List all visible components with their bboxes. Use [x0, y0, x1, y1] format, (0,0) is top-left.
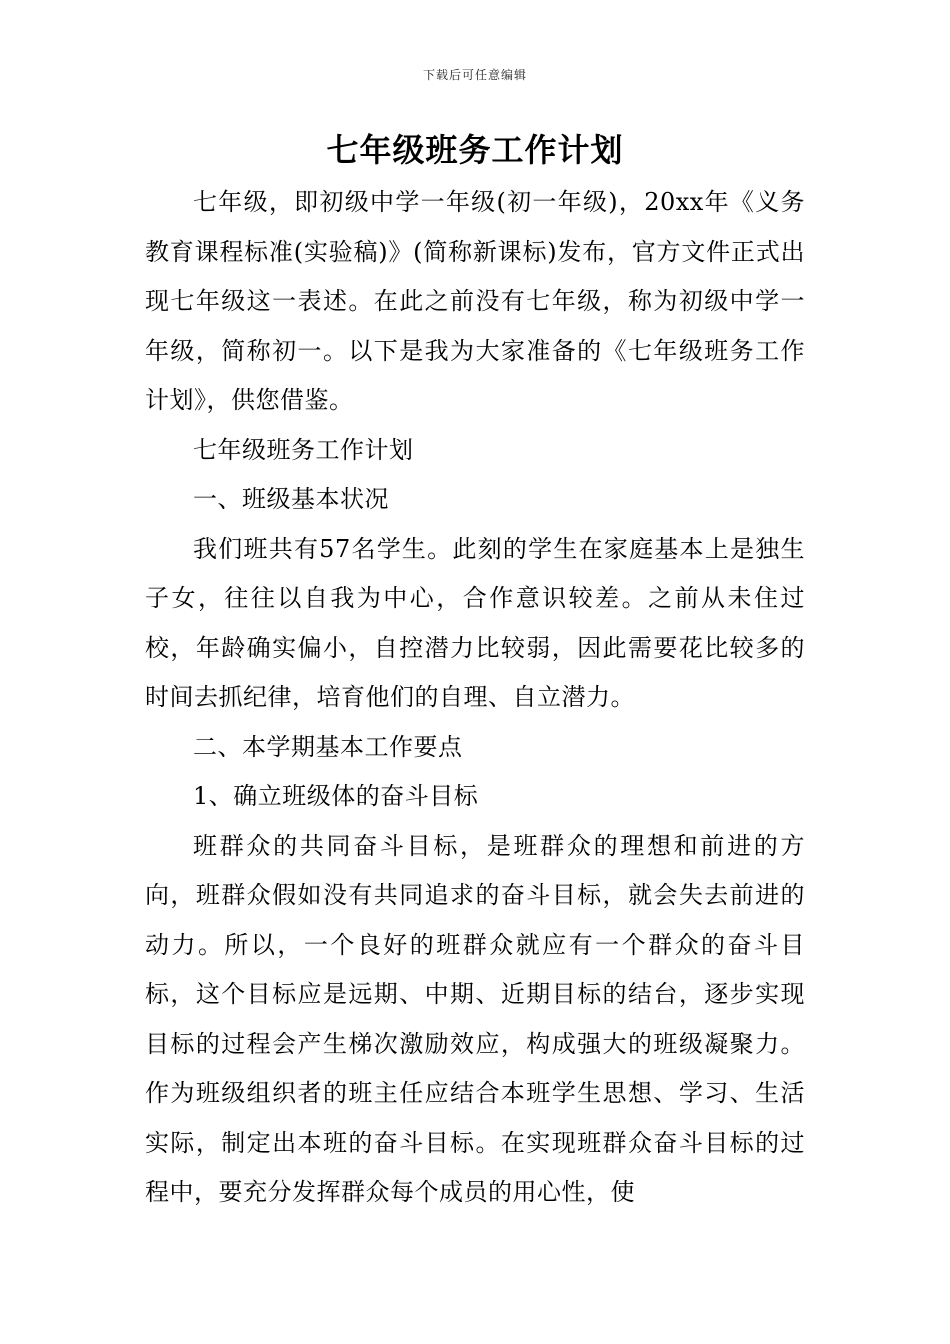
document-title: 七年级班务工作计划	[326, 131, 624, 169]
class-status-paragraph: 我们班共有57名学生。此刻的学生在家庭基本上是独生子女，往往以自我为中心，合作意识较差。之前从未住过校，年龄确实偏小，自控潜力比较弱，因此需要花比较多的时间去抓纪律，培育他们的自理、自立潜力。	[145, 534, 805, 711]
intro-paragraph: 七年级，即初级中学一年级(初一年级)，20xx年《义务教育课程标准(实验稿)》(简称新课标)发布，官方文件正式出现七年级这一表述。在此之前没有七年级，称为初级中学一年级，简称初一。以下是我为大家准备的《七年级班务工作计划》，供您借鉴。	[145, 188, 805, 414]
plan-heading: 七年级班务工作计划	[193, 435, 414, 464]
section-heading-2: 二、本学期基本工作要点	[193, 732, 463, 761]
subsection-heading-1: 1、确立班级体的奋斗目标	[193, 782, 479, 810]
section-heading-1: 一、班级基本状况	[193, 485, 389, 513]
goal-paragraph: 班群众的共同奋斗目标，是班群众的理想和前进的方向，班群众假如没有共同追求的奋斗目标，就会失去前进的动力。所以，一个良好的班群众就应有一个群众的奋斗目标，这个目标应是远期、中期、近期目标的结台，逐步实现目标的过程会产生梯次激励效应，构成强大的班级凝聚力。作为班级组织者的班主任应结合本班学生思想、学习、生活实际，制定出本班的奋斗目标。在实现班群众奋斗目标的过程中，要充分发挥群众每个成员的用心性，使	[145, 831, 805, 1206]
header-note: 下载后可任意编辑	[422, 68, 527, 82]
document-body	[145, 178, 805, 1218]
